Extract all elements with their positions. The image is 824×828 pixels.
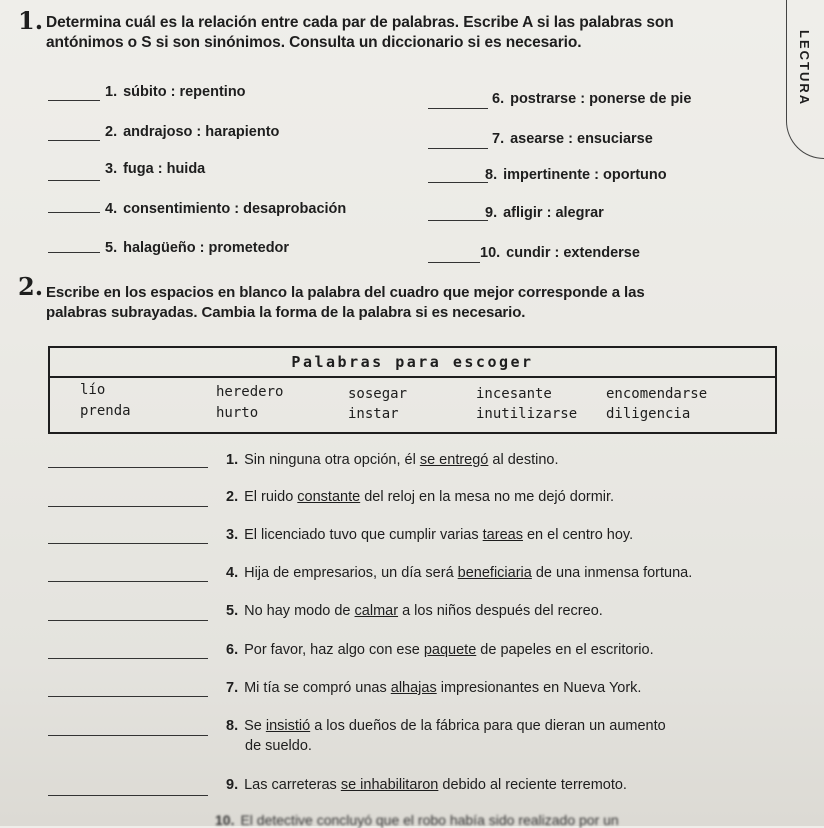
answer-line[interactable] <box>428 108 488 109</box>
pair-item: 8. impertinente : oportuno <box>485 167 667 183</box>
answer-line[interactable] <box>48 658 208 659</box>
answer-line[interactable] <box>428 182 488 183</box>
word-item: inutilizarse <box>476 406 578 422</box>
answer-line[interactable] <box>48 140 100 141</box>
answer-line[interactable] <box>48 696 208 697</box>
answer-line[interactable] <box>428 262 480 263</box>
answer-line[interactable] <box>48 735 208 736</box>
word-box <box>48 346 777 434</box>
answer-line[interactable] <box>48 795 208 796</box>
answer-line[interactable] <box>48 467 208 468</box>
section2-number: 2. <box>18 272 44 301</box>
word-item: lío <box>80 382 106 398</box>
sentence-item: 8. Se insistió a los dueños de la fábrica para que dieran un aumento <box>226 718 666 734</box>
answer-line[interactable] <box>48 180 100 181</box>
section1-number: 1. <box>18 6 44 35</box>
answer-line[interactable] <box>48 212 100 213</box>
pair-item: 7. asearse : ensuciarse <box>492 131 653 147</box>
answer-line[interactable] <box>48 100 100 101</box>
sentence-continuation: de sueldo. <box>245 738 312 754</box>
word-item: diligencia <box>606 406 691 422</box>
pair-item: 3. fuga : huida <box>105 161 206 177</box>
answer-line[interactable] <box>428 220 488 221</box>
sentence-item: 9. Las carreteras se inhabilitaron debido al reciente terremoto. <box>226 777 627 793</box>
section1-instruction: Determina cuál es la relación entre cada par de palabras. Escribe A si las palabras son antónimos o S si son sinónimos. Consulta un diccionario si es necesario. <box>46 14 674 51</box>
section2-instruction: Escribe en los espacios en blanco la palabra del cuadro que mejor corresponde a las palabras subrayadas. Cambia la forma de la palabra si es necesario. <box>46 284 645 321</box>
pair-item: 5. halagüeño : prometedor <box>105 240 290 256</box>
sentence-item: 6. Por favor, haz algo con ese paquete de papeles en el escritorio. <box>226 642 654 658</box>
answer-line[interactable] <box>48 252 100 253</box>
word-box-title: Palabras para escoger <box>50 348 775 378</box>
word-item: hurto <box>216 405 259 421</box>
sentence-item: 10. El detective concluyó que el robo había sido realizado por un <box>215 812 619 828</box>
sentence-item: 2. El ruido constante del reloj en la mesa no me dejó dormir. <box>226 489 615 505</box>
answer-line[interactable] <box>48 543 208 544</box>
sentence-item: 4. Hija de empresarios, un día será beneficiaria de una inmensa fortuna. <box>226 565 693 581</box>
answer-line[interactable] <box>48 620 208 621</box>
sentence-item: 7. Mi tía se compró unas alhajas impresionantes en Nueva York. <box>226 680 642 696</box>
pair-item: 10. cundir : extenderse <box>480 245 640 261</box>
word-item: incesante <box>476 386 552 402</box>
sentence-item: 1. Sin ninguna otra opción, él se entregó al destino. <box>226 452 559 468</box>
side-tab-label: LECTURA <box>797 29 812 107</box>
pair-item: 1. súbito : repentino <box>105 84 246 100</box>
word-item: prenda <box>80 403 131 419</box>
answer-line[interactable] <box>48 581 208 582</box>
pair-item: 2. andrajoso : harapiento <box>105 124 280 140</box>
sentence-item: 5. No hay modo de calmar a los niños después del recreo. <box>226 603 603 619</box>
word-item: heredero <box>216 384 284 400</box>
word-item: instar <box>348 406 399 422</box>
word-item: sosegar <box>348 386 408 402</box>
word-item: encomendarse <box>606 386 708 402</box>
pair-item: 4. consentimiento : desaprobación <box>105 201 347 217</box>
sentence-item: 3. El licenciado tuvo que cumplir varias tareas en el centro hoy. <box>226 527 634 543</box>
pair-item: 6. postrarse : ponerse de pie <box>492 91 692 107</box>
pair-item: 9. afligir : alegrar <box>485 205 604 221</box>
answer-line[interactable] <box>48 506 208 507</box>
answer-line[interactable] <box>428 148 488 149</box>
